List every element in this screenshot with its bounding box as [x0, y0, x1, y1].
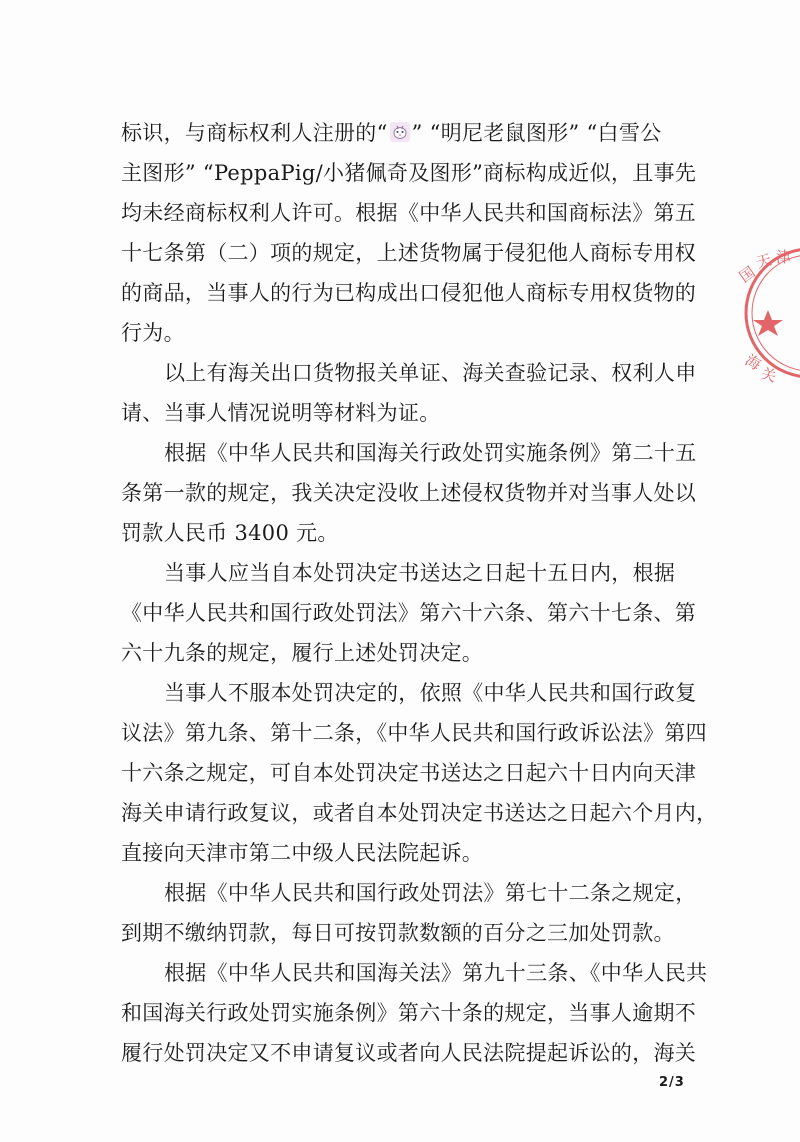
- text-line: 十六条之规定，可自本处罚决定书送达之日起六十日内向天津: [121, 761, 697, 785]
- text-line: 均未经商标权利人许可。根据《中华人民共和国商标法》第五: [121, 201, 697, 225]
- text-line: 履行处罚决定又不申请复议或者向人民法院提起诉讼的，海关: [121, 1041, 697, 1065]
- official-seal-image: [732, 238, 800, 388]
- text-segment: 标识，与商标权利人注册的“: [121, 121, 388, 145]
- text-line: 当事人应当自本处罚决定书送达之日起十五日内，根据: [164, 561, 676, 585]
- svg-text:海: 海: [742, 350, 765, 374]
- text-line: 以上有海关出口货物报关单证、海关查验记录、权利人申: [164, 361, 697, 385]
- text-line: 《中华人民共和国行政处罚法》第六十六条、第六十七条、第: [121, 601, 697, 625]
- text-line: 根据《中华人民共和国海关法》第九十三条、《中华人民共: [164, 961, 708, 985]
- text-line: 到期不缴纳罚款，每日可按罚款数额的百分之三加处罚款。: [121, 921, 675, 945]
- text-line: 条第一款的规定，我关决定没收上述侵权货物并对当事人处以: [121, 481, 697, 505]
- text-line: 根据《中华人民共和国海关行政处罚实施条例》第二十五: [164, 441, 697, 465]
- text-line: [121, 119, 661, 147]
- text-line: 主图形” “PeppaPig/小猪佩奇及图形”商标构成近似，且事先: [121, 161, 697, 185]
- text-line: 六十九条的规定，履行上述处罚决定。: [121, 641, 484, 665]
- trademark-figure-image: [389, 121, 411, 143]
- text-line: 十七条第（二）项的规定，上述货物属于侵犯他人商标专用权: [121, 241, 697, 265]
- svg-text:关: 关: [758, 364, 779, 386]
- text-line: 当事人不服本处罚决定的，依照《中华人民共和国行政复: [164, 681, 697, 705]
- text-line: 行为。: [121, 321, 185, 345]
- text-segment: ” “明尼老鼠图形” “白雪公: [411, 121, 662, 145]
- text-line: 海关申请行政复议，或者自本处罚决定书送达之日起六个月内，: [121, 801, 718, 825]
- text-line: 罚款人民币 3400 元。: [121, 521, 339, 545]
- text-line: 的商品，当事人的行为已构成出口侵犯他人商标专用权货物的: [121, 281, 697, 305]
- text-line: 请、当事人情况说明等材料为证。: [121, 401, 441, 425]
- page-number: 2/3: [659, 1075, 685, 1090]
- text-line: 直接向天津市第二中级人民法院起诉。: [121, 841, 484, 865]
- text-line: 议法》第九条、第十二条，《中华人民共和国行政诉讼法》第四: [121, 721, 707, 745]
- text-line: 根据《中华人民共和国行政处罚法》第七十二条之规定，: [164, 881, 697, 905]
- svg-text:津: 津: [776, 248, 792, 266]
- svg-text:国: 国: [735, 262, 759, 287]
- svg-text:天: 天: [754, 250, 774, 272]
- text-line: 和国海关行政处罚实施条例》第六十条的规定，当事人逾期不: [121, 1001, 697, 1025]
